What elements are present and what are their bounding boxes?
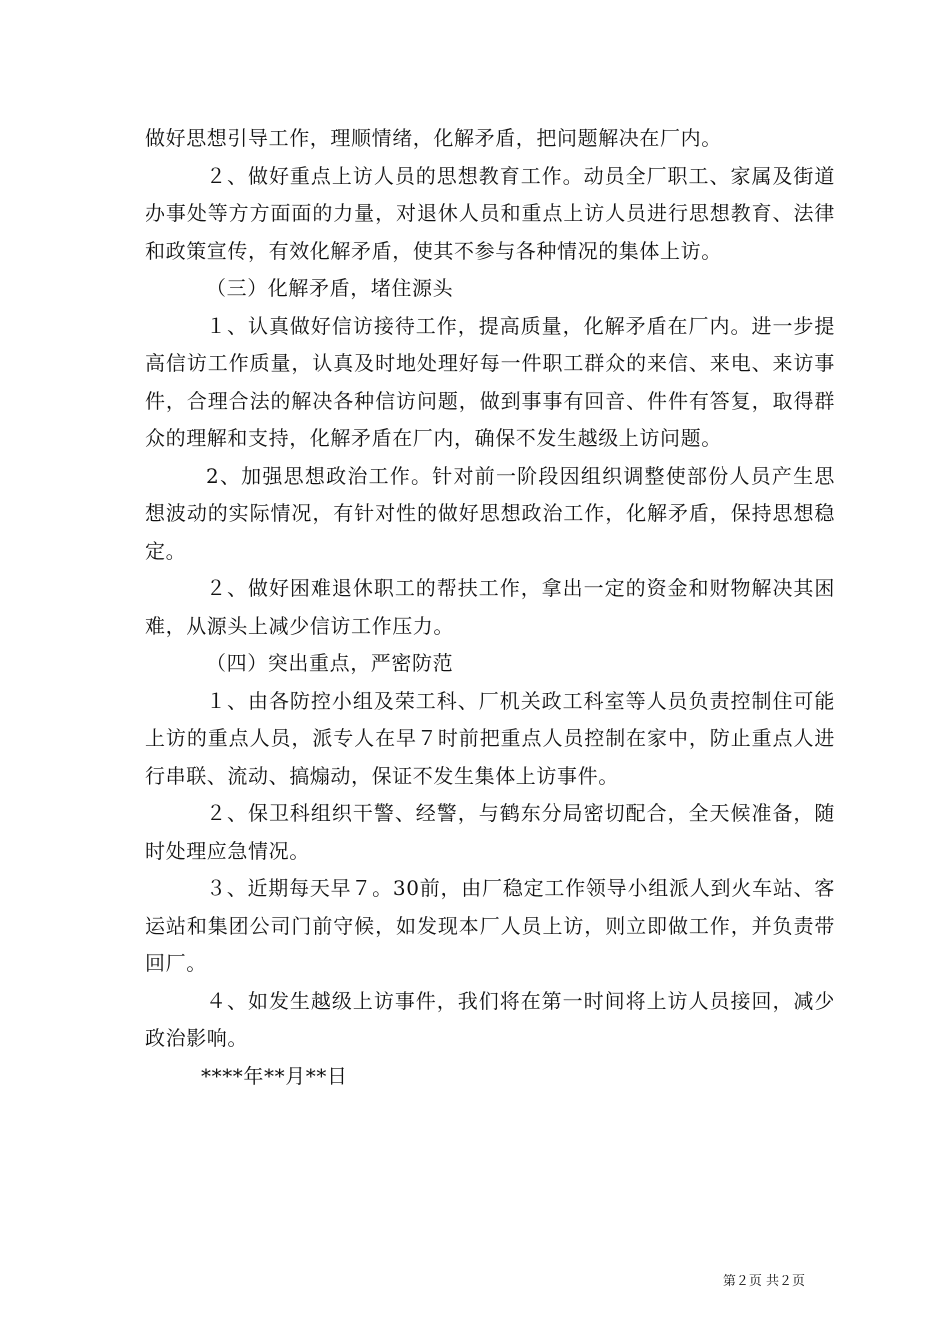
document-date: ****年**月**日 bbox=[201, 1063, 348, 1088]
section-heading-4: （四）突出重点，严密防范 bbox=[206, 651, 454, 675]
paragraph-control-groups: １、由各防控小组及荣工科、厂机关政工科室等人员负责控制住可能上访的重点人员，派专人在早７时前把重点人员控制在家中，防止重点人进行串联、流动、搞煽动，保证不发生集体上访事件。 bbox=[145, 688, 835, 788]
paragraph-key-petitioners: ２、做好重点上访人员的思想教育工作。动员全厂职工、家属及街道办事处等方方面面的力量，对退休人员和重点上访人员进行思想教育、法律和政策宣传，有效化解矛盾，使其不参与各种情况的集体上访。 bbox=[145, 163, 835, 263]
paragraph-security-dept: ２、保卫科组织干警、经警，与鹤东分局密切配合，全天候准备，随时处理应急情况。 bbox=[145, 801, 835, 863]
page-number-footer: 第２页 共２页 bbox=[722, 1274, 805, 1289]
paragraph-reception-work: １、认真做好信访接待工作，提高质量，化解矛盾在厂内。进一步提高信访工作质量，认真及时地处理好每一件职工群众的来信、来电、来访事件，合理合法的解决各种信访问题，做到事事有回音、件件有答复，取得群众的理解和支持，化解矛盾在厂内，确保不发生越级上访问题。 bbox=[145, 313, 835, 450]
paragraph-escalation: ４、如发生越级上访事件，我们将在第一时间将上访人员接回，减少政治影响。 bbox=[145, 988, 835, 1050]
paragraph-retiree-support: ２、做好困难退休职工的帮扶工作，拿出一定的资金和财物解决其困难，从源头上减少信访工作压力。 bbox=[145, 576, 835, 638]
section-heading-3: （三）化解矛盾，堵住源头 bbox=[206, 276, 454, 300]
paragraph-political-work: 2、加强思想政治工作。针对前一阶段因组织调整使部份人员产生思想波动的实际情况，有针对性的做好思想政治工作，化解矛盾，保持思想稳定。 bbox=[145, 463, 835, 563]
paragraph-continuation: 做好思想引导工作，理顺情绪，化解矛盾，把问题解决在厂内。 bbox=[145, 126, 722, 150]
paragraph-station-watch: ３、近期每天早７。30前，由厂稳定工作领导小组派人到火车站、客运站和集团公司门前守候，如发现本厂人员上访，则立即做工作，并负责带回厂。 bbox=[145, 876, 835, 975]
document-body bbox=[145, 120, 835, 1095]
